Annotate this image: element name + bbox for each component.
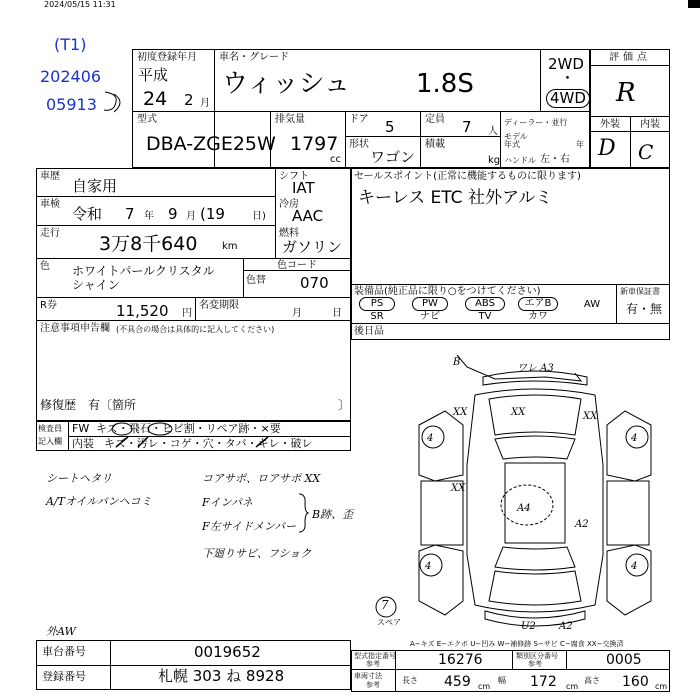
chassis-number: 0019652: [194, 643, 261, 661]
plate-label: 登録番号: [42, 670, 86, 683]
mark-u2: U2: [521, 621, 536, 632]
note-underbody-rust: 下廻りサビ、フショク: [202, 547, 312, 560]
height-label: 高さ: [584, 676, 600, 685]
mark-a2-right: A2: [575, 519, 589, 530]
int-label: 内装: [72, 437, 94, 450]
fw-items: キズ・飛石・ヒビ割・リペア跡・×要: [96, 422, 281, 435]
color-line2: シャイン: [72, 278, 120, 292]
sales-point-label: セールスポイント(正常に機能するものに限ります): [354, 171, 581, 182]
note-core-support: コアサポ、ロアサポ XX: [202, 472, 321, 485]
handle-side: 左・右: [540, 154, 570, 165]
interior-score: C: [638, 140, 654, 164]
mark-xx-3: XX: [583, 411, 598, 422]
shape-label: 形状: [349, 139, 369, 150]
inspection-label: 車検: [40, 199, 60, 210]
mark-xx-2: XX: [511, 407, 526, 418]
inspection-day: (19: [200, 205, 225, 223]
displacement: 1797: [290, 133, 339, 155]
recycle-fee: 11,520: [116, 302, 169, 320]
load-label: 積載: [425, 139, 445, 150]
mileage-label: 走行: [40, 228, 60, 239]
mark-a2-rear: A2: [559, 621, 573, 632]
equip-tv: TV: [478, 311, 492, 322]
vehicle-history: 自家用: [72, 177, 118, 195]
shift-label: シフト: [279, 171, 309, 182]
equip-leather: カワ: [528, 311, 548, 322]
fw-label: FW: [72, 422, 90, 435]
note-seat-wear: シートヘタリ: [46, 472, 112, 485]
equip-aw: AW: [583, 299, 601, 310]
note-brace-detail: B跡、歪: [312, 508, 354, 521]
color-code-label: 色コード: [277, 260, 317, 271]
height-unit: cm: [655, 682, 668, 691]
note-f-sidemember: F左サイドメンバー: [202, 520, 296, 533]
inspection-month-unit: 月: [186, 211, 196, 222]
equip-airbag-circled: エアB: [518, 297, 558, 311]
plate-number: 札幌 303 ね 8928: [158, 667, 285, 685]
notes-label: 注意事項申告欄: [40, 323, 110, 334]
vehicle-width: 172: [530, 674, 557, 690]
door-label: ドア: [349, 114, 369, 125]
capacity-label: 定員: [425, 114, 445, 125]
stamp-scribble: [100, 88, 130, 118]
vehicle-height: 160: [622, 674, 649, 690]
drive-4wd-circled: 4WD: [546, 89, 590, 108]
designation-label: 型式指定番号: [354, 652, 396, 660]
mark-b: B: [453, 357, 461, 368]
model-label: 型式: [137, 114, 157, 125]
designation-number: 16276: [438, 652, 483, 668]
stamp-line2: 202406: [40, 67, 102, 86]
mark-tire-rl: 4: [425, 561, 432, 572]
designation-ref: 参考: [366, 660, 380, 668]
model-code: DBA-ZGE25W: [146, 133, 276, 155]
fuel-type: ガソリン: [282, 238, 343, 256]
interior-label: 内装: [640, 119, 660, 130]
int-items: キズ・汚レ・コゲ・穴・タバ・キレ・破レ: [104, 437, 313, 450]
mark-xx-4: XX: [451, 483, 466, 494]
handle-label: ハンドル: [504, 156, 536, 165]
doors: 5: [385, 118, 395, 136]
equipment-label: 装備品(純正品に限り○をつけてください): [354, 286, 541, 297]
first-reg-month: 2: [184, 91, 194, 109]
inspection-era: 令和: [72, 205, 103, 223]
note-aw: 外AW: [46, 625, 76, 638]
category-number: 0005: [606, 652, 642, 668]
mark-spare: 7: [381, 598, 389, 612]
km-unit: km: [222, 241, 238, 252]
drive-2wd: 2WD: [548, 55, 584, 73]
recycle-label: R券: [40, 300, 57, 311]
color-label: 色: [40, 261, 50, 272]
mark-tire-fr: 4: [631, 433, 638, 444]
width-label: 幅: [498, 676, 506, 685]
inspection-year-unit: 年: [144, 211, 154, 222]
score-label: 評価点: [609, 52, 651, 63]
repair-value: 有〔箇所: [88, 398, 137, 412]
first-reg-month-unit: 月: [200, 98, 210, 109]
spare-tire-icon: [373, 594, 399, 620]
dims-label: 車両寸法: [354, 672, 382, 680]
color-code: 070: [300, 274, 329, 292]
note-f-inpanel: Fインパネ: [202, 496, 253, 509]
warranty-value: 有・無: [626, 302, 663, 316]
cc-unit: cc: [330, 154, 341, 165]
length-unit: cm: [478, 682, 491, 691]
repair-label: 修復歴: [40, 398, 77, 412]
car-name-label: 車名・グレード: [219, 52, 289, 63]
category-label: 類別区分番号: [516, 652, 558, 660]
dims-ref: 参考: [366, 681, 380, 689]
inspection-day-unit: 日): [252, 211, 266, 222]
model-year-sub: 年式: [504, 140, 520, 149]
chassis-label: 車台番号: [42, 645, 86, 658]
kg-unit: kg: [488, 155, 501, 166]
person-unit: 人: [488, 126, 498, 137]
body-shape: ワゴン: [370, 148, 416, 166]
stamp-line3: 05913: [46, 95, 97, 114]
vehicle-length: 459: [444, 674, 471, 690]
inspector-marks: [96, 421, 346, 451]
equip-sr: SR: [370, 311, 384, 322]
ac-type: AAC: [292, 207, 324, 225]
warranty-label: 新車保証書: [620, 287, 660, 296]
stamp-line1: (T1): [54, 35, 87, 54]
mark-a4: A4: [517, 503, 531, 514]
spare-label: スペア: [377, 618, 401, 627]
mileage: 3万8千640: [99, 233, 198, 255]
equip-pw-circled: PW: [412, 297, 448, 311]
inspection-year: 7: [125, 205, 135, 223]
note-at-oilpan: A/Tオイルパンヘコミ: [46, 495, 152, 508]
grade: 1.8S: [416, 69, 474, 99]
color-change-label: 色替: [246, 275, 266, 286]
dealer-label: ディーラー・並行: [504, 118, 568, 127]
year-unit: 年: [576, 140, 584, 149]
first-reg-label: 初度登録年月: [137, 52, 197, 63]
month-unit-label: 月: [292, 308, 302, 319]
mark-tire-fl: 4: [427, 433, 434, 444]
damage-legend: A−キズ E−エクボ U−凹み W−補修跡 S−サビ C−腐食 XX−交換済: [410, 640, 624, 648]
car-name: ウィッシュ: [222, 69, 350, 99]
inspector-check-label: 検査員: [38, 424, 62, 433]
repair-end: 〕: [338, 398, 351, 412]
first-reg-year: 24: [143, 88, 168, 110]
score-value: R: [616, 78, 636, 108]
shift-type: IAT: [292, 179, 315, 197]
drive-dot: ・: [560, 69, 576, 87]
corner-mark: [688, 0, 700, 8]
sales-point-text: キーレス ETC 社外アルミ: [358, 188, 553, 208]
exterior-label: 外装: [600, 119, 620, 130]
category-ref: 参考: [528, 660, 542, 668]
ac-label: 冷房: [279, 199, 299, 210]
color-line1: ホワイトパールクリスタル: [72, 264, 215, 278]
first-reg-era: 平成: [138, 66, 169, 84]
print-timestamp: 2024/05/15 11:31: [44, 0, 116, 9]
model-year-label: モデル: [504, 132, 528, 141]
exterior-score: D: [598, 136, 616, 161]
car-damage-diagram: [405, 355, 675, 645]
notes-sub: (不具合の場合は具体的に記入してください): [116, 325, 275, 334]
after-sale-label: 後日品: [354, 326, 384, 337]
day-unit-label: 日: [332, 308, 342, 319]
displacement-label: 排気量: [275, 114, 305, 125]
capacity: 7: [462, 118, 472, 136]
inspector-entry-label: 記入欄: [38, 437, 62, 446]
fuel-label: 燃料: [279, 228, 299, 239]
width-unit: cm: [566, 682, 579, 691]
mark-tire-rr: 4: [631, 561, 638, 572]
equip-ps-circled: PS: [359, 297, 395, 311]
equip-abs-circled: ABS: [465, 297, 505, 311]
length-label: 長さ: [402, 676, 418, 685]
inspection-month: 9: [168, 205, 178, 223]
equip-navi: ナビ: [420, 311, 440, 322]
yen-unit: 円: [182, 308, 192, 319]
reg-change-label: 名変期限: [199, 300, 239, 311]
history-label: 車歴: [40, 171, 60, 182]
mark-crack-a3: ワレ A3: [517, 363, 554, 374]
note-brace: [296, 492, 310, 534]
mark-xx-1: XX: [453, 407, 468, 418]
